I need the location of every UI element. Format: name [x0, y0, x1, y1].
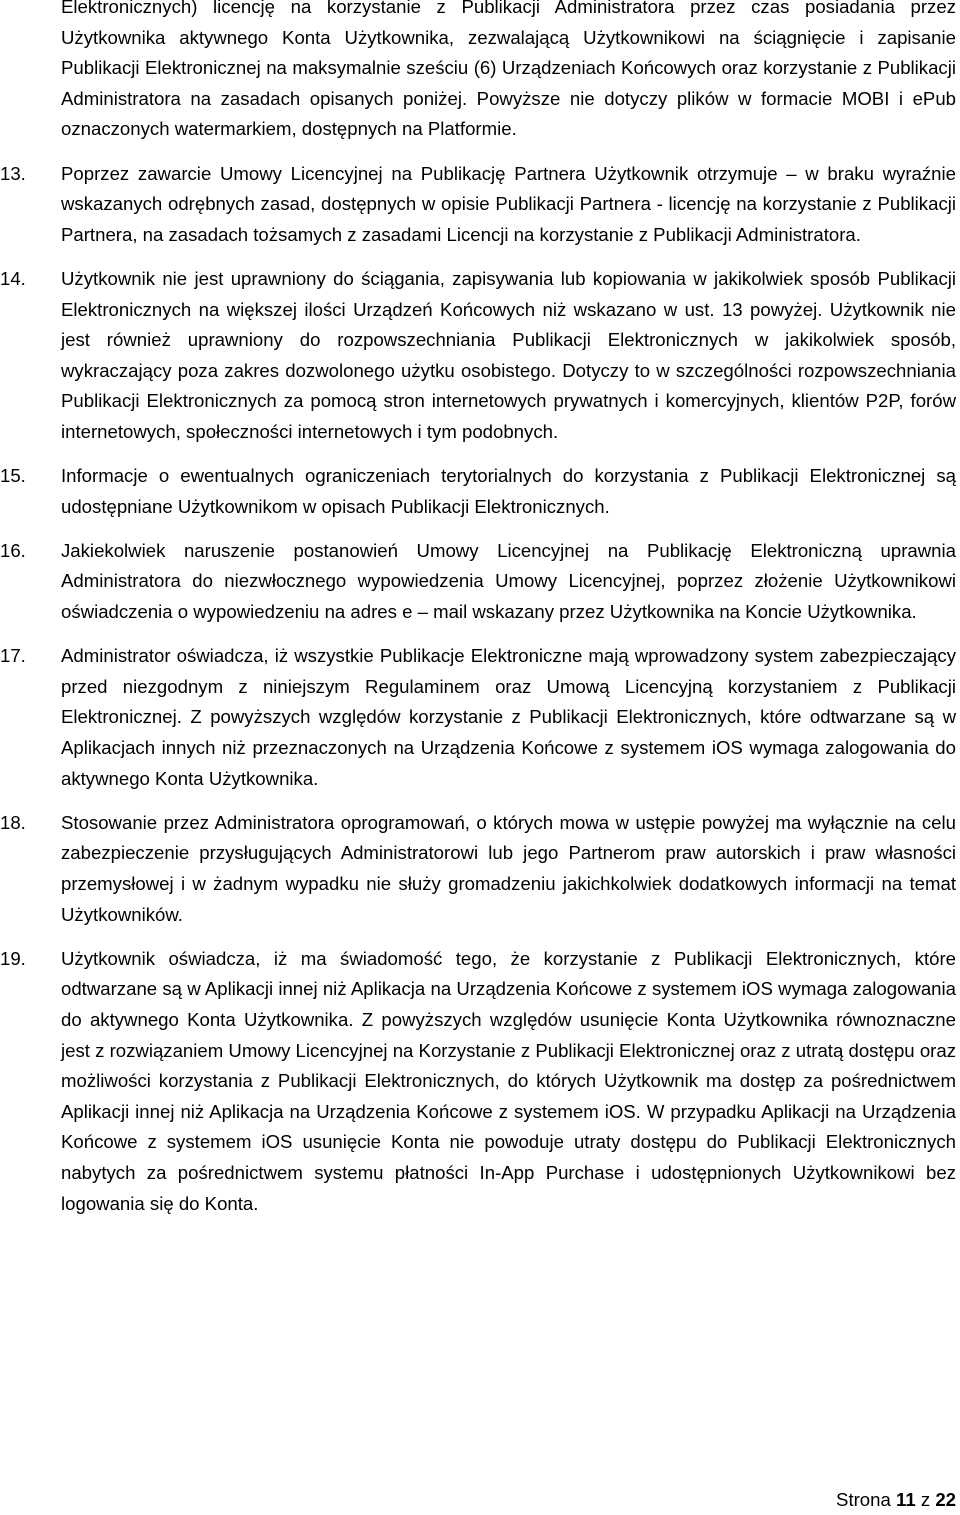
paragraph-text: Jakiekolwiek naruszenie postanowień Umowy Licencyjnej na Publikację Elektroniczną uprawnia Administratora do niezwłocznego wypowiedzenia Umowy Licencyjnej, poprzez złożenie Użytkownikowi oświadczenia o wypowiedzeniu na adres e – mail wskazany przez Użytkownika na Koncie Użytkownika.: [61, 539, 956, 623]
total-pages-number: 22: [935, 1489, 956, 1510]
paragraph-number: 17.: [0, 645, 26, 667]
paragraph-18: [0, 808, 960, 930]
page-separator: z: [920, 1489, 931, 1510]
paragraph-continuation: [0, 0, 960, 145]
paragraph-number: 19.: [0, 947, 26, 969]
paragraph-number: 15.: [0, 465, 26, 487]
paragraph-text: Informacje o ewentualnych ograniczeniach terytorialnych do korzystania z Publikacji Elektronicznej są udostępniane Użytkownikom w opisach Publikacji Elektronicznych.: [61, 465, 956, 517]
paragraph-text: Użytkownik nie jest uprawniony do ściągania, zapisywania lub kopiowania w jakikolwiek sposób Publikacji Elektronicznych na większej ilości Urządzeń Końcowych niż wskazano w ust. 13 powyżej. Użytkownik nie jest również uprawniony do rozpowszechniania Publikacji Elektronicznych w jakikolwiek sposób, wykraczający poza zakres dozwolonego użytku osobistego. Dotyczy to w szczególności rozpowszechniania Publikacji Elektronicznych za pomocą stron internetowych prywatnych i komercyjnych, klientów P2P, forów internetowych, społeczności internetowych i tym podobnych.: [61, 267, 956, 442]
page-label: Strona: [836, 1489, 891, 1510]
paragraph-text: Stosowanie przez Administratora oprogramowań, o których mowa w ustępie powyżej ma wyłącznie na celu zabezpieczenie przysługujących Administratorowi lub jego Partnerom praw autorskich i praw własności przemysłowej i w żadnym wypadku nie służy gromadzeniu jakichkolwiek dodatkowych informacji na temat Użytkowników.: [61, 811, 956, 925]
paragraph-text: Administrator oświadcza, iż wszystkie Publikacje Elektroniczne mają wprowadzony system zabezpieczający przed niezgodnym z niniejszym Regulaminem oraz Umową Licencyjną korzystaniem z Publikacji Elektronicznej. Z powyższych względów korzystanie z Publikacji Elektronicznych, które odtwarzane są w Aplikacjach innych niż przeznaczonych na Urządzenia Końcowe z systemem iOS wymaga zalogowania do aktywnego Konta Użytkownika.: [61, 645, 956, 789]
paragraph-15: [0, 461, 960, 522]
paragraph-14: [0, 264, 960, 448]
paragraph-19: [0, 944, 960, 1219]
paragraph-text: Elektronicznych) licencję na korzystanie z Publikacji Administratora przez czas posiadania przez Użytkownika aktywnego Konta Użytkownika, zezwalającą Użytkownikowi na ściągnięcie i zapisanie Publikacji Elektronicznej na maksymalnie sześciu (6) Urządzeniach Końcowych oraz korzystanie z Publikacji Administratora na zasadach opisanych poniżej. Powyższe nie dotyczy plików w formacie MOBI i ePub oznaczonych watermarkiem, dostępnych na Platformie.: [61, 0, 956, 140]
paragraph-number: 18.: [0, 811, 26, 833]
paragraph-13: [0, 159, 960, 251]
paragraph-number: 13.: [0, 162, 26, 184]
page-footer: [836, 1488, 956, 1512]
paragraph-number: 14.: [0, 267, 26, 289]
paragraph-text: Poprzez zawarcie Umowy Licencyjnej na Publikację Partnera Użytkownik otrzymuje – w braku wyraźnie wskazanych odrębnych zasad, dostępnych w opisie Publikacji Partnera - licencję na korzystanie z Publikacji Partnera, na zasadach tożsamych z zasadami Licencji na korzystanie z Publikacji Administratora.: [61, 162, 956, 245]
paragraph-text: Użytkownik oświadcza, iż ma świadomość tego, że korzystanie z Publikacji Elektronicznych, które odtwarzane są w Aplikacji innej niż Aplikacja na Urządzenia Końcowe z systemem iOS wymaga zalogowania do aktywnego Konta Użytkownika. Z powyższych względów usunięcie Konta Użytkownika równoznaczne jest z rozwiązaniem Umowy Licencyjnej na Korzystanie z Publikacji Elektronicznej oraz z utratą dostępu oraz możliwości korzystania z Publikacji Elektronicznych, do których Użytkownik ma dostęp za pośrednictwem Aplikacji innej niż Aplikacja na Urządzenia Końcowe z systemem iOS. W przypadku Aplikacji na Urządzenia Końcowe z systemem iOS usunięcie Konta nie powoduje utraty dostępu do Publikacji Elektronicznych nabytych za pośrednictwem systemu płatności In-App Purchase i udostępnionych Użytkownikowi bez logowania się do Konta.: [61, 947, 956, 1214]
paragraph-16: [0, 536, 960, 628]
paragraph-17: [0, 641, 960, 794]
current-page-number: 11: [896, 1489, 916, 1510]
paragraph-number: 16.: [0, 539, 26, 561]
